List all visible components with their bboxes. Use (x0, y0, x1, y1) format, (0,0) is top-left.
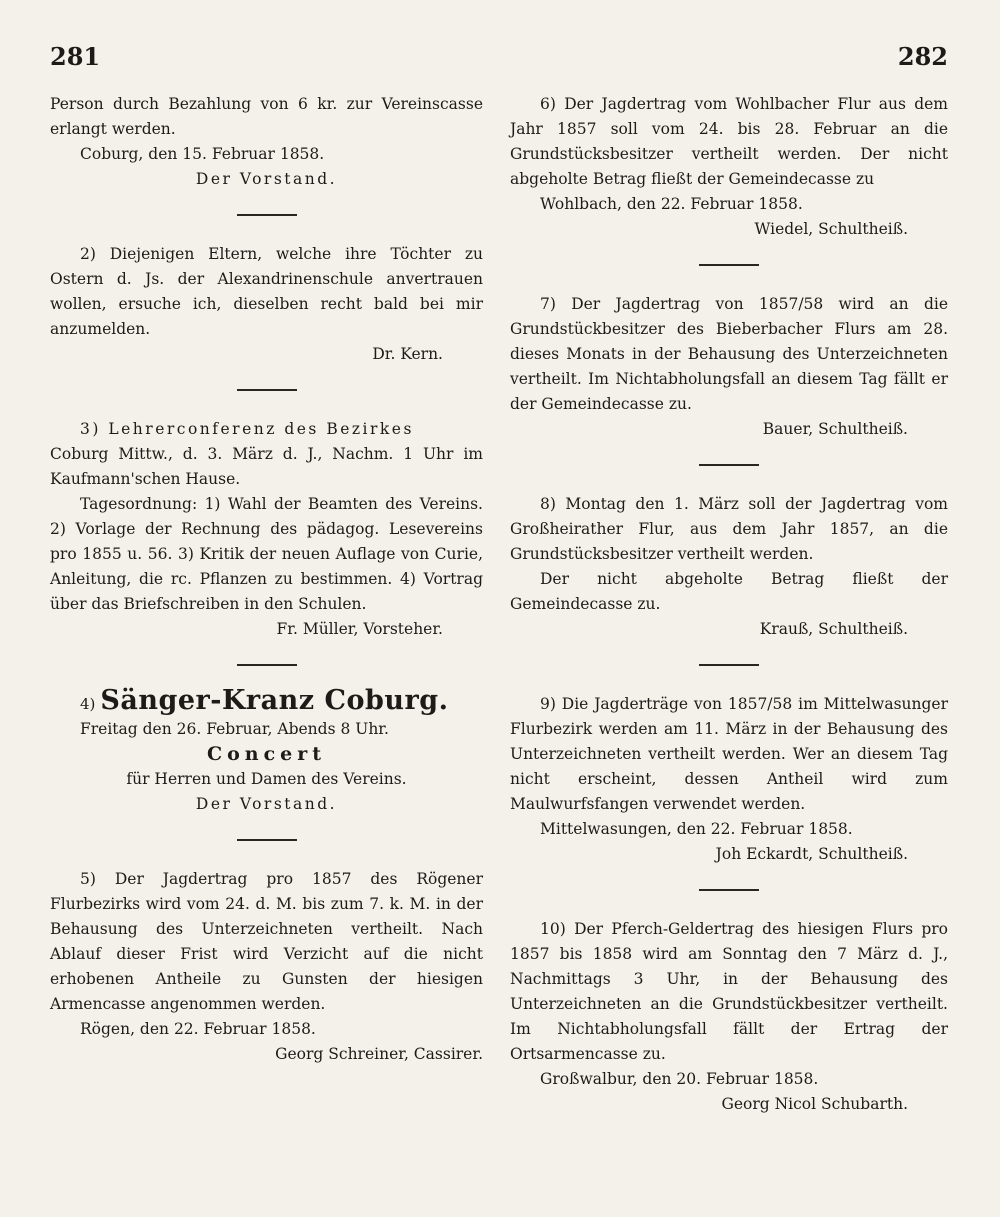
notice-4-heading (50, 685, 483, 717)
page-number-left: 281 (50, 42, 101, 71)
notice-9-date: Mittelwasungen, den 22. Februar 1858. (540, 820, 853, 838)
notice-8-text: 8) Montag den 1. März soll der Jagdertrag vom Großheirather Flur, aus dem Jahr 1857, an die Grundstücksbesitzer vertheilt werden. (510, 495, 948, 563)
notice-4-title: Sänger-Kranz Coburg. (100, 685, 449, 716)
notice-10-date: Großwalbur, den 20. Februar 1858. (540, 1070, 819, 1088)
notice-4-concert: Concert (206, 743, 327, 765)
separator (237, 839, 297, 841)
notice-3-line: Coburg Mittw., d. 3. März d. J., Nachm. 1 Uhr im Kaufmann'schen Hause. (50, 445, 483, 488)
notice-7-text: 7) Der Jagdertrag von 1857/58 wird an die Grundstückbesitzer des Bieberbacher Flurs am 28. dieses Monats in der Behausung des Unterzeichneten vertheilt. Im Nichtabholungsfall an diesem Tag fällt er der Gemeindecasse zu. (510, 295, 948, 413)
left-column (50, 92, 483, 1067)
notice-8-text-2: Der nicht abgeholte Betrag fließt der Gemeindecasse zu. (510, 570, 948, 613)
separator (237, 214, 297, 216)
notice-2-signature: Dr. Kern. (372, 345, 443, 363)
separator (699, 264, 759, 266)
intro-text: Person durch Bezahlung von 6 kr. zur Vereinscasse erlangt werden. (50, 95, 483, 138)
intro-date: Coburg, den 15. Februar 1858. (80, 145, 325, 163)
separator (237, 389, 297, 391)
notice-4-date: Freitag den 26. Februar, Abends 8 Uhr. (80, 720, 389, 738)
intro-signature: Der Vorstand. (195, 170, 338, 188)
notice-7-signature: Bauer, Schultheiß. (762, 420, 908, 438)
notice-4-number: 4) (80, 695, 96, 713)
notice-6-text: 6) Der Jagdertrag vom Wohlbacher Flur aus dem Jahr 1857 soll vom 24. bis 28. Februar an die Grundstücksbesitzer vertheilt werden. Der nicht abgeholte Betrag fließt der Gemeindecasse zu (510, 95, 948, 188)
notice-6-date: Wohlbach, den 22. Februar 1858. (540, 195, 803, 213)
separator (237, 664, 297, 666)
notice-10-signature: Georg Nicol Schubarth. (721, 1095, 908, 1113)
notice-4-audience: für Herren und Damen des Vereins. (126, 770, 407, 788)
notice-3-heading: 3) Lehrerconferenz des Bezirkes (80, 420, 414, 438)
notice-8-signature: Krauß, Schultheiß. (759, 620, 908, 638)
notice-3-signature: Fr. Müller, Vorsteher. (276, 620, 443, 638)
notice-6-signature: Wiedel, Schultheiß. (754, 220, 908, 238)
separator (699, 464, 759, 466)
page-number-right: 282 (897, 42, 948, 71)
notice-2-text: 2) Diejenigen Eltern, welche ihre Töchter zu Ostern d. Js. der Alexandrinenschule anvertrauen wollen, ersuche ich, dieselben recht bald bei mir anzumelden. (50, 245, 483, 338)
notice-5-text: 5) Der Jagdertrag pro 1857 des Rögener Flurbezirks wird vom 24. d. M. bis zum 7. k. M. in der Behausung des Unterzeichneten vertheilt. Nach Ablauf dieser Frist wird Verzicht auf die nicht erhobenen Antheile zu Gunsten der hiesigen Armencasse angenommen werden. (50, 870, 483, 1013)
notice-4-signature: Der Vorstand. (195, 795, 338, 813)
right-column (510, 92, 948, 1117)
separator (699, 889, 759, 891)
notice-3-agenda: Tagesordnung: 1) Wahl der Beamten des Vereins. 2) Vorlage der Rechnung des pädagog. Lesevereins pro 1855 u. 56. 3) Kritik der neuen Auflage von Curie, Anleitung, die rc. Pflanzen zu bestimmen. 4) Vortrag über das Briefschreiben in den Schulen. (50, 495, 483, 613)
notice-5-date: Rögen, den 22. Februar 1858. (80, 1020, 316, 1038)
notice-10-text: 10) Der Pferch-Geldertrag des hiesigen Flurs pro 1857 bis 1858 wird am Sonntag den 7 März d. J., Nachmittags 3 Uhr, in der Behausung des Unterzeichneten an die Grundstückbesitzer vertheilt. Im Nichtabholungsfall fällt der Ertrag der Ortsarmencasse zu. (510, 920, 948, 1063)
notice-9-text: 9) Die Jagderträge von 1857/58 im Mittelwasunger Flurbezirk werden am 11. März in der Behausung des Unterzeichneten vertheilt werden. Wer an diesem Tag nicht erscheint, dessen Antheil wird zum Maulwurfsfangen verwendet werden. (510, 695, 948, 813)
notice-5-signature: Georg Schreiner, Cassirer. (275, 1045, 483, 1063)
notice-9-signature: Joh Eckardt, Schultheiß. (715, 845, 908, 863)
separator (699, 664, 759, 666)
